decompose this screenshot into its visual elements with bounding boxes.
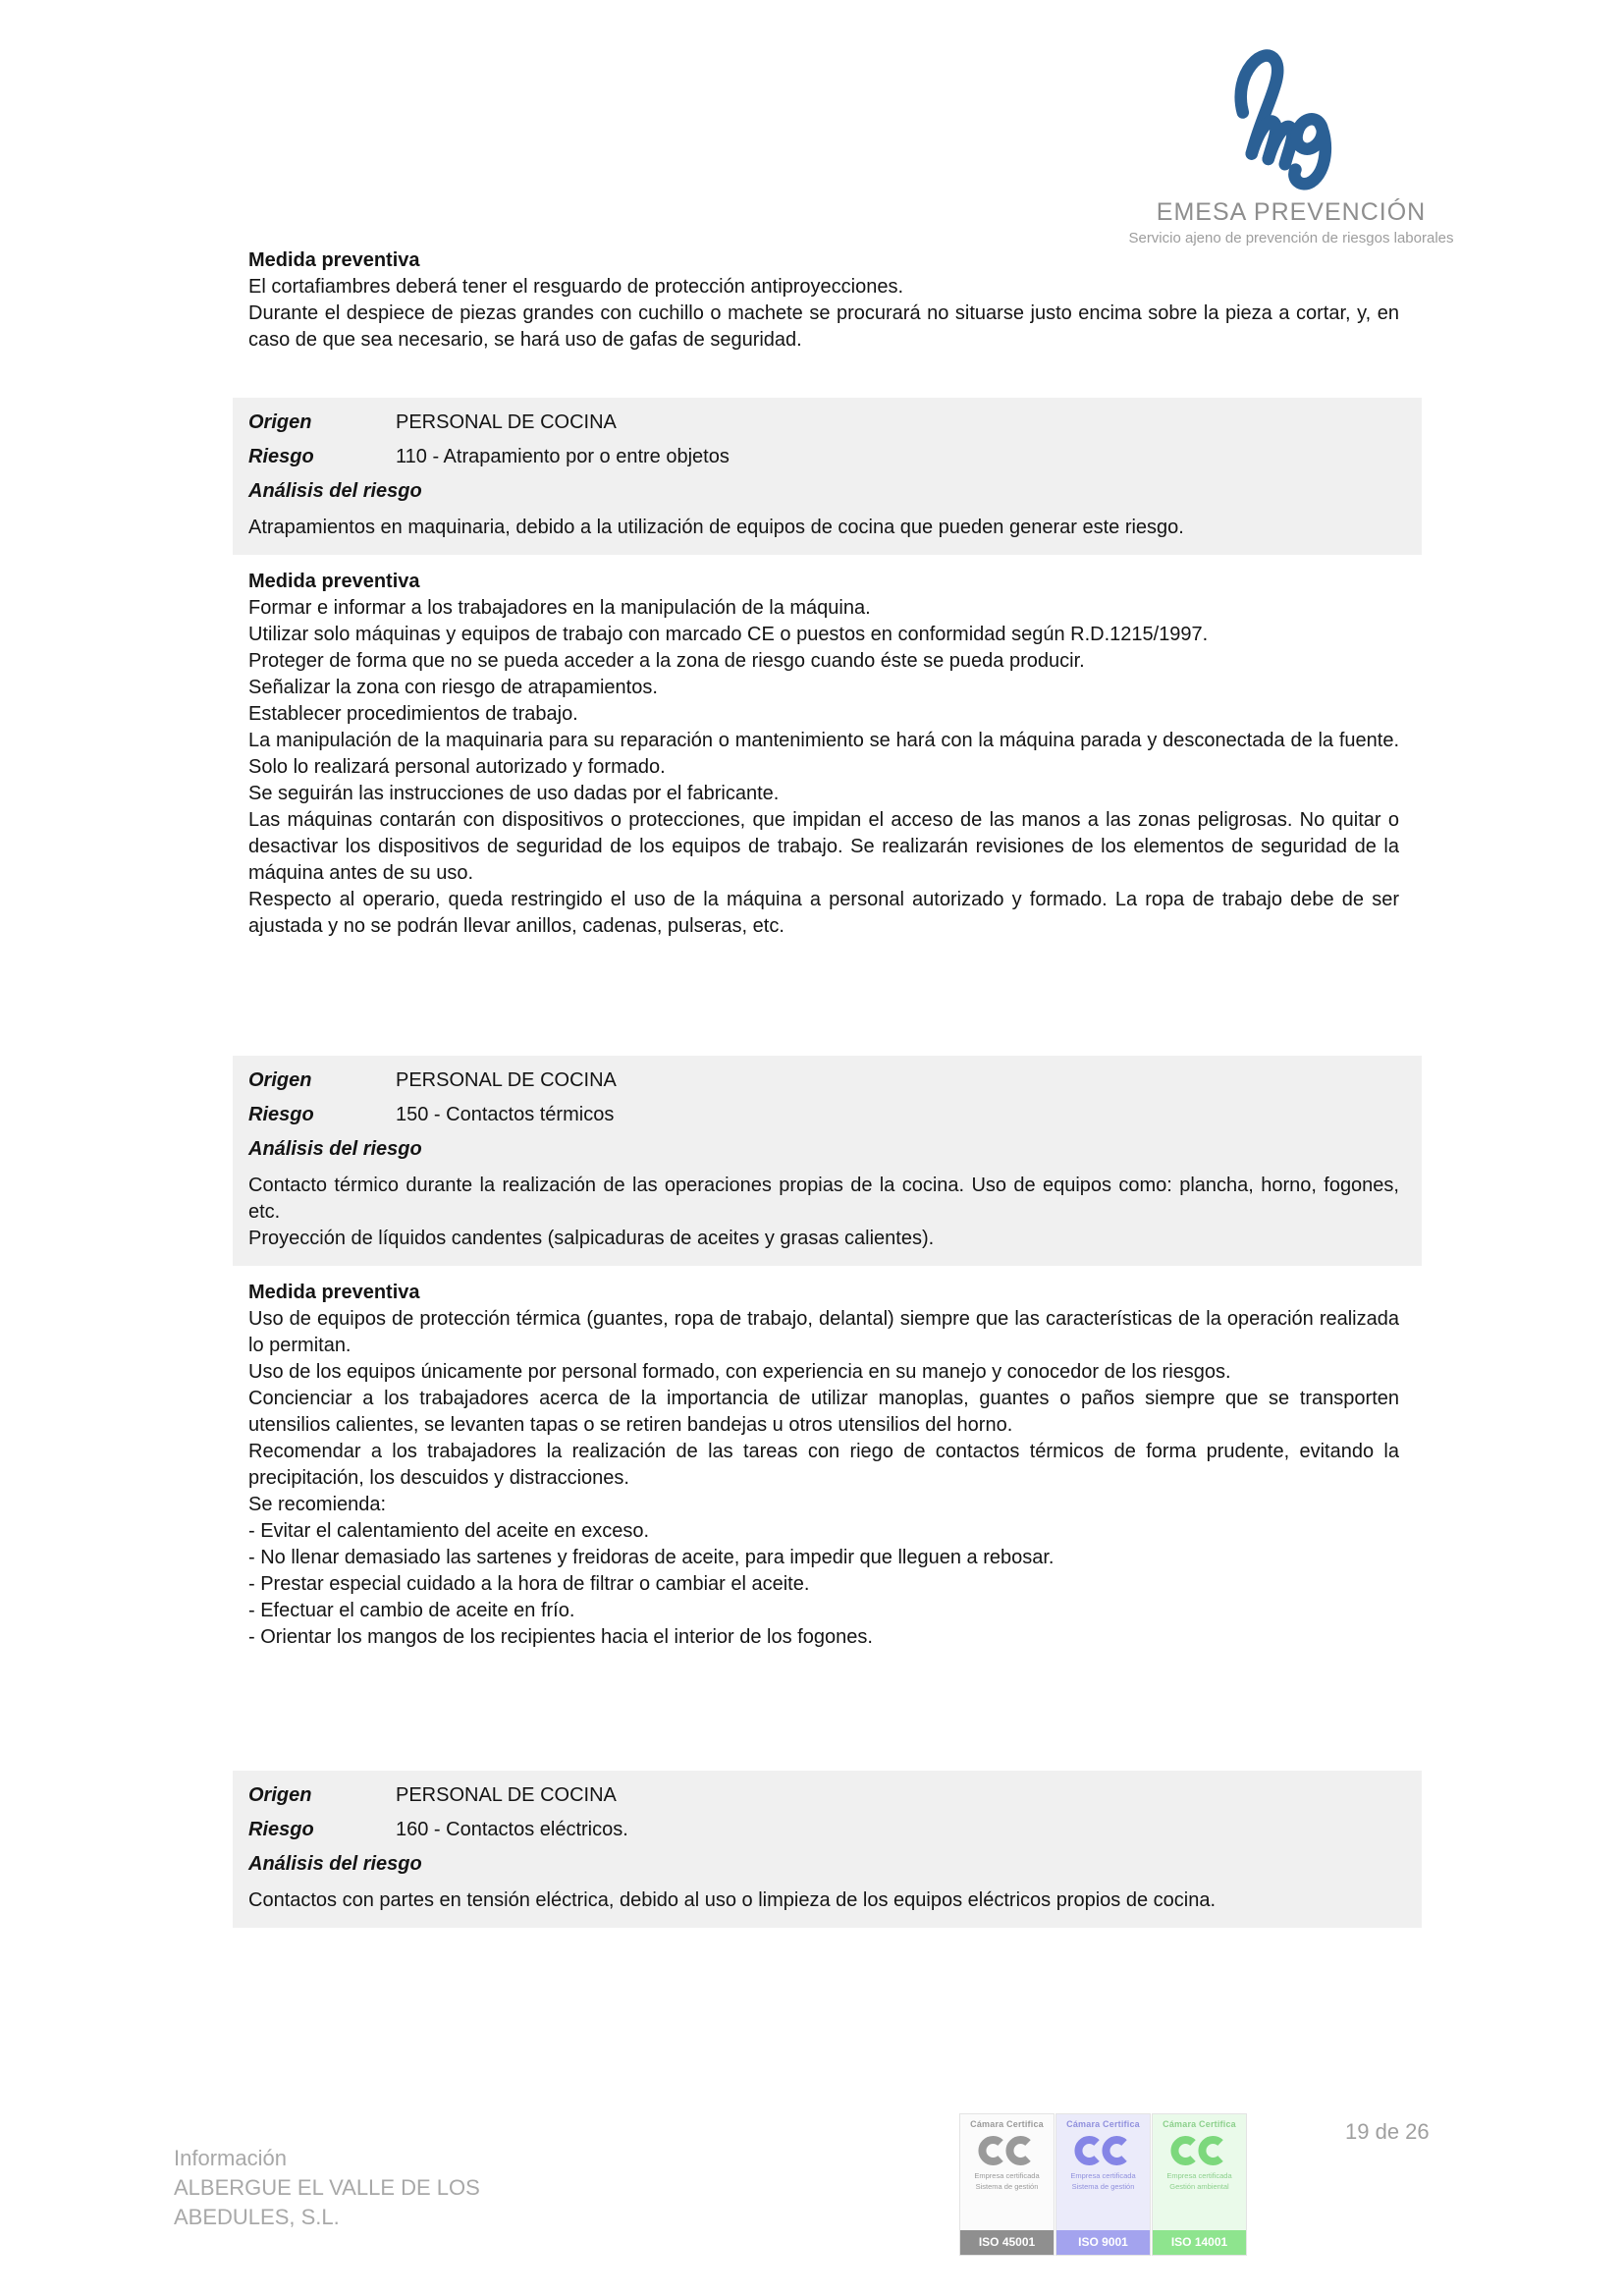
body-paragraph: Las máquinas contarán con dispositivos o protecciones, que impidan el acceso de las manos a las zonas peligrosas. No quitar o desactivar los dispositivos de seguridad de los equipos de trabajo. Se realizarán revisiones de los elementos de seguridad de la máquina antes de su uso. (248, 809, 1399, 884)
section-heading: Medida preventiva (248, 571, 420, 592)
origin-row (248, 410, 1399, 436)
section-heading: Medida preventiva (248, 1282, 420, 1303)
body-paragraph: - Orientar los mangos de los recipientes hacia el interior de los fogones. (248, 1626, 873, 1648)
camara-certifica-cc-icon (1169, 2135, 1230, 2166)
iso-14001-badge (1152, 2113, 1247, 2256)
analysis-paragraph: Atrapamientos en maquinaria, debido a la utilización de equipos de cocina que pueden generar este riesgo. (248, 517, 1184, 538)
badge-top (1153, 2114, 1246, 2230)
iso-label: ISO 45001 (960, 2230, 1054, 2255)
badge-title: Cámara Certifica (1066, 2119, 1140, 2129)
risk-label: Riesgo (248, 1819, 314, 1840)
badge-subtitle: Empresa certificada (1166, 2171, 1232, 2180)
body-paragraph: Se recomienda: (248, 1494, 387, 1515)
badge-subtitle: Empresa certificada (1070, 2171, 1136, 2180)
analysis-paragraph: Contacto térmico durante la realización de las operaciones propias de la cocina. Uso de equipos como: plancha, horno, fogones, etc. (248, 1175, 1399, 1223)
body-paragraph: - Prestar especial cuidado a la hora de filtrar o cambiar el aceite. (248, 1573, 810, 1595)
document-content (233, 247, 1422, 1928)
camara-certifica-cc-icon (1073, 2135, 1134, 2166)
footer-info-line: ALBERGUE EL VALLE DE LOS (174, 2175, 480, 2200)
body-paragraph: Se seguirán las instrucciones de uso dadas por el fabricante. (248, 783, 780, 804)
body-paragraph: Establecer procedimientos de trabajo. (248, 703, 578, 725)
analysis-label: Análisis del riesgo (248, 1853, 422, 1875)
analysis-label: Análisis del riesgo (248, 1138, 422, 1160)
badge-title: Cámara Certifica (1163, 2119, 1236, 2129)
body-paragraph: - Evitar el calentamiento del aceite en exceso. (248, 1520, 649, 1542)
badge-subtitle: Empresa certificada (974, 2171, 1040, 2180)
risk-row (248, 444, 1399, 470)
risk-value: 110 - Atrapamiento por o entre objetos (396, 446, 730, 467)
body-paragraph: Durante el despiece de piezas grandes con cuchillo o machete se procurará no situarse justo encima sobre la pieza a cortar, y, en caso de que sea necesario, se hará uso de gafas de seguridad. (248, 302, 1399, 351)
risk-box-110 (233, 398, 1422, 555)
body-paragraph: - No llenar demasiado las sartenes y freidoras de aceite, para impedir que lleguen a rebosar. (248, 1547, 1055, 1568)
company-logo-block (1095, 37, 1488, 246)
body-paragraph: El cortafiambres deberá tener el resguardo de protección antiproyecciones. (248, 276, 904, 298)
preventive-measure-section-1 (233, 247, 1422, 354)
body-paragraph: Utilizar solo máquinas y equipos de trabajo con marcado CE o puestos en conformidad según R.D.1215/1997. (248, 624, 1209, 645)
preventive-measure-section-3 (233, 1280, 1422, 1651)
footer-company-info (174, 2144, 480, 2232)
section-heading: Medida preventiva (248, 249, 420, 271)
body-paragraph: - Efectuar el cambio de aceite en frío. (248, 1600, 575, 1621)
body-paragraph: La manipulación de la maquinaria para su reparación o mantenimiento se hará con la máquina parada y desconectada de la fuente. Solo lo realizará personal autorizado y formado. (248, 730, 1399, 778)
risk-box-160 (233, 1771, 1422, 1928)
analysis-label: Análisis del riesgo (248, 480, 422, 502)
risk-value: 150 - Contactos térmicos (396, 1104, 615, 1125)
origin-label: Origen (248, 411, 312, 433)
preventive-measure-section-2 (233, 569, 1422, 940)
iso-9001-badge (1055, 2113, 1151, 2256)
body-paragraph: Concienciar a los trabajadores acerca de la importancia de utilizar manoplas, guantes o paños siempre que se transporten utensilios calientes, se levanten tapas o se retiren bandejas u otros utensilios del horno. (248, 1388, 1399, 1436)
origin-label: Origen (248, 1784, 312, 1806)
risk-label: Riesgo (248, 1104, 314, 1125)
origin-label: Origen (248, 1069, 312, 1091)
badge-subtitle: Gestión ambiental (1169, 2182, 1229, 2191)
body-paragraph: Proteger de forma que no se pueda acceder a la zona de riesgo cuando éste se pueda producir. (248, 650, 1085, 672)
badge-subtitle: Sistema de gestión (975, 2182, 1039, 2191)
certification-badges (959, 2113, 1247, 2256)
origin-value: PERSONAL DE COCINA (396, 411, 617, 433)
risk-row (248, 1817, 1399, 1843)
footer-info-line: ABEDULES, S.L. (174, 2205, 340, 2229)
company-tagline: Servicio ajeno de prevención de riesgos laborales (1128, 230, 1454, 246)
company-name: EMESA PREVENCIÓN (1156, 198, 1427, 226)
origin-value: PERSONAL DE COCINA (396, 1069, 617, 1091)
footer-info-line: Información (174, 2146, 287, 2170)
analysis-paragraph: Contactos con partes en tensión eléctrica, debido al uso o limpieza de los equipos eléctricos propios de cocina. (248, 1889, 1217, 1911)
origin-row (248, 1067, 1399, 1094)
body-paragraph: Formar e informar a los trabajadores en la manipulación de la máquina. (248, 597, 871, 619)
iso-45001-badge (959, 2113, 1055, 2256)
badge-top (1056, 2114, 1150, 2230)
analysis-paragraph: Proyección de líquidos candentes (salpicaduras de aceites y grasas calientes). (248, 1228, 935, 1249)
risk-value: 160 - Contactos eléctricos. (396, 1819, 628, 1840)
body-paragraph: Señalizar la zona con riesgo de atrapamientos. (248, 677, 658, 698)
risk-label: Riesgo (248, 446, 314, 467)
risk-row (248, 1102, 1399, 1128)
origin-value: PERSONAL DE COCINA (396, 1784, 617, 1806)
camara-certifica-cc-icon (977, 2135, 1038, 2166)
body-paragraph: Recomendar a los trabajadores la realización de las tareas con riego de contactos térmicos de forma prudente, evitando la precipitación, los descuidos y distracciones. (248, 1441, 1399, 1489)
iso-label: ISO 14001 (1153, 2230, 1246, 2255)
badge-subtitle: Sistema de gestión (1071, 2182, 1135, 2191)
emesa-script-monogram-icon (1217, 37, 1366, 196)
body-paragraph: Respecto al operario, queda restringido el uso de la máquina a personal autorizado y formado. La ropa de trabajo debe de ser ajustada y no se podrán llevar anillos, cadenas, pulseras, etc. (248, 889, 1399, 937)
risk-box-150 (233, 1056, 1422, 1266)
body-paragraph: Uso de los equipos únicamente por personal formado, con experiencia en su manejo y conocedor de los riesgos. (248, 1361, 1231, 1383)
iso-label: ISO 9001 (1056, 2230, 1150, 2255)
page-number: 19 de 26 (1345, 2119, 1430, 2144)
body-paragraph: Uso de equipos de protección térmica (guantes, ropa de trabajo, delantal) siempre que las características de la operación realizada lo permitan. (248, 1308, 1399, 1356)
badge-top (960, 2114, 1054, 2230)
origin-row (248, 1782, 1399, 1809)
badge-title: Cámara Certifica (970, 2119, 1044, 2129)
